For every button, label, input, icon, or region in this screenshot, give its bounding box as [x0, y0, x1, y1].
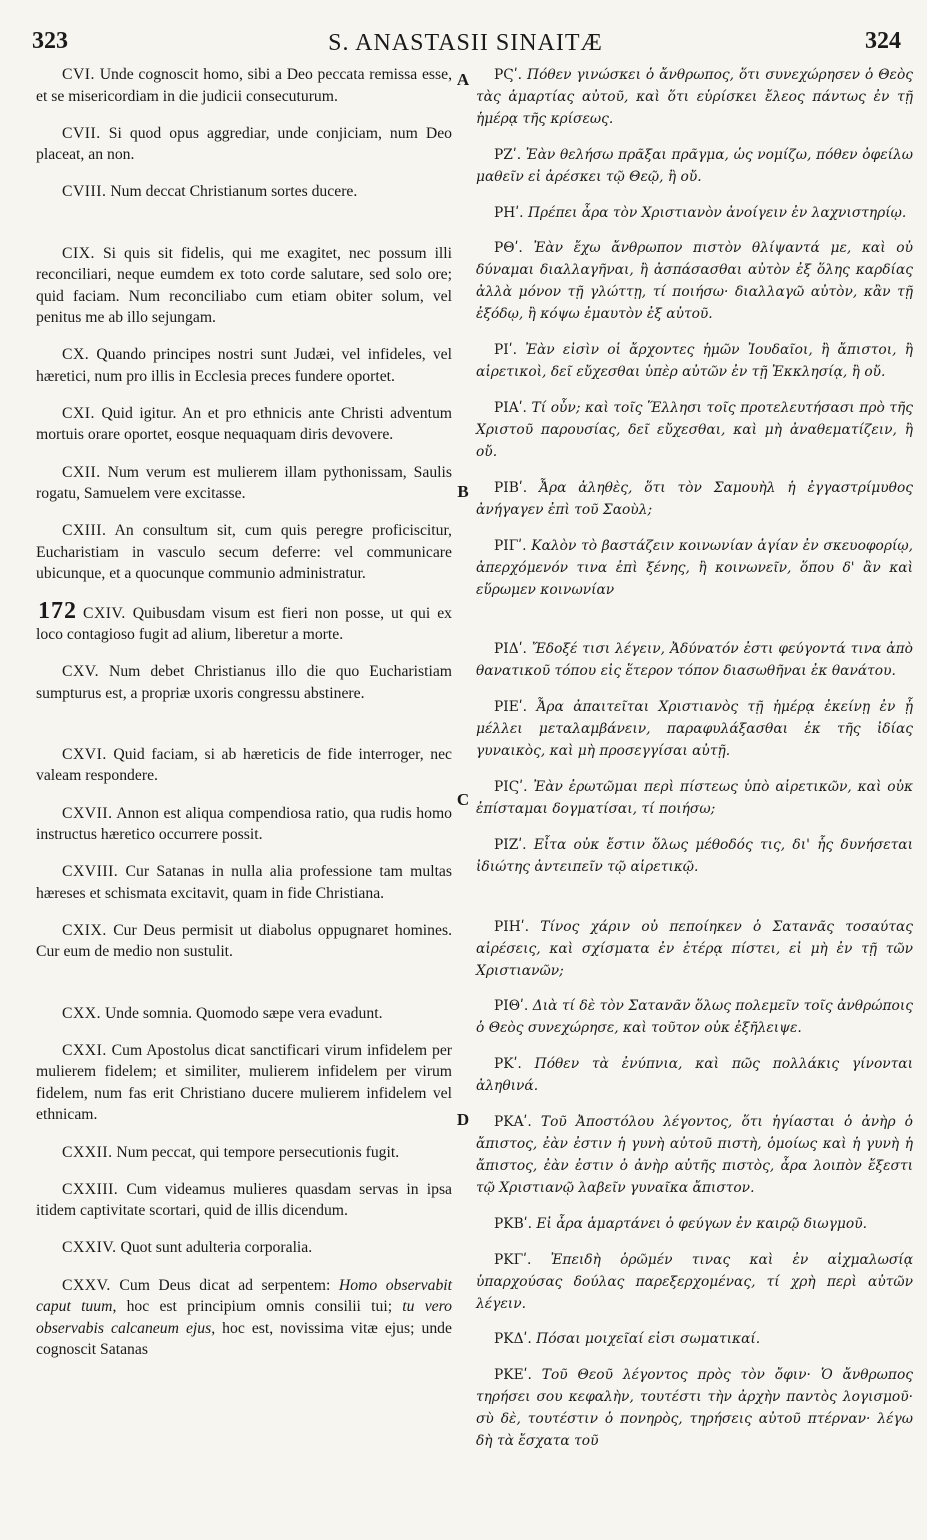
latin-item: CXXIV. Quot sunt adulteria corporalia.	[62, 1239, 313, 1257]
latin-item: CIX. Si quis sit fidelis, qui me exagitet, nec possum illi reconciliari, neque eumdem ex toto corde salutare, sed solo ore; quid faciam. Num reconciliabo cum etiam obiter solum, vel penitus me ab illo sejungam.	[36, 244, 453, 327]
greek-item: ΡΚΕʹ. Τοῦ Θεοῦ λέγοντος πρὸς τὸν ὄφιν· Ὁ ἄνθρωπος τηρήσει σου κεφαλὴν, τουτέστι τὴν ἀρχὴν παντὸς λογισμοῦ· σὺ δὲ, τουτέστιν ὁ πονηρὸς, τηρήσεις αὐτοῦ πτέρναν· λέγω δὴ τὰ ἔσχατα τοῦ	[476, 1367, 914, 1450]
greek-item: ΡϚʹ. Πόθεν γινώσκει ὁ ἄνθρωπος, ὅτι συνεχώρησεν ὁ Θεὸς τὰς ἁμαρτίας αὐτοῦ, καὶ ὅτι εὑρίσκει ἔλεος πάντως ἐν τῇ ἡμέρᾳ τῆς κρίσεως.	[476, 67, 913, 127]
greek-item: ΡΙϚʹ. Ἐὰν ἐρωτῶμαι περὶ πίστεως ὑπὸ αἱρετικῶν, καὶ οὐκ ἐπίσταμαι δογματίσαι, τί ποιήσω;	[476, 778, 914, 817]
latin-item: CXVI. Quid faciam, si ab hæreticis de fide interroger, nec valeam respondere.	[36, 745, 453, 785]
greek-item: ΡΚΓʹ. Ἐπειδὴ ὁρῶμέν τινας καὶ ἐν αἰχμαλωσίᾳ ὑπαρχούσας δούλας παρεξερχομένας, τί χρὴ περὶ αὐτῶν λέγειν.	[476, 1251, 914, 1312]
greek-item: ΡΘʹ. Ἐὰν ἔχω ἄνθρωπον πιστὸν θλίψαντά με, καὶ οὐ δύναμαι διαλλαγῆναι, ἢ ἀσπάσασθαι αὐτὸν ἐξ ὅλης καρδίας ἀλλὰ μόνον τῇ γλώττῃ, τί ποιήσω· διαλλαγῶ αὐτὸν, κἂν τῇ ἐξόδῳ, ἢ κόψω ἐμαυτὸν ἐξ αὐτοῦ.	[476, 240, 914, 323]
greek-item: ΡΗʹ. Πρέπει ἆρα τὸν Χριστιανὸν ἀνοίγειν ἐν λαχνιστηρίῳ.	[494, 204, 907, 221]
latin-item: CXVII. Annon est aliqua compendiosa ratio, qua rudis homo instructus hæretico occurrere possit.	[36, 804, 452, 844]
latin-column	[36, 64, 452, 1363]
margin-letter-b: B	[457, 482, 469, 501]
running-title: S. ANASTASII SINAITÆ	[328, 30, 603, 56]
greek-item: ΡΚΑʹ. Τοῦ Ἀποστόλου λέγοντος, ὅτι ἡγίασται ὁ ἀνὴρ ὁ ἄπιστος, ἐὰν ἐστιν ἡ γυνὴ αὐτοῦ πιστὴ, ὁμοίως καὶ ἡ γυνὴ ἡ ἄπιστος, ἐὰν ἐστιν ὁ ἀνὴρ αὐτῆς πιστὸς, ἆρα λοιπὸν ἔξεστι τῷ Χριστιανῷ λαβεῖν γυναῖκα ἄπιστον.	[476, 1113, 913, 1196]
latin-item: CXV. Num debet Christianus illo die quo Eucharistiam sumpturus est, a propriæ uxoris congressu abstinere.	[36, 663, 452, 702]
greek-item: ΡΖʹ. Ἐὰν θελήσω πρᾶξαι πρᾶγμα, ὡς νομίζω, πόθεν ὀφείλω μαθεῖν εἰ ἀρέσκει τῷ Θεῷ, ἢ οὔ.	[476, 146, 914, 185]
latin-item: CXXII. Num peccat, qui tempore persecutionis fugit.	[62, 1143, 400, 1161]
latin-item: CXVIII. Cur Satanas in nulla alia professione tam multas hæreses et schismata excitavit, quam in fide Christiana.	[36, 863, 452, 902]
latin-item: CXII. Num verum est mulierem illam pythonissam, Saulis rogatu, Samuelem vere excitasse.	[36, 463, 453, 503]
latin-item: CXIII. An consultum sit, cum quis peregre proficiscitur, Eucharistiam in vasculo secum deferre: vel communicare ubicunque, et a quocunque communio administratur.	[36, 522, 452, 583]
greek-item: ΡΙΕʹ. Ἆρα ἀπαιτεῖται Χριστιανὸς τῇ ἡμέρᾳ ἐκείνῃ ἐν ᾗ μέλλει μεταλαμβάνειν, παραφυλάξασθαι ἐκ τῆς ἰδίας γυναικὸς, καὶ μὴ προσεγγίσαι αὐτῇ.	[476, 699, 913, 760]
latin-item: CXXI. Cum Apostolus dicat sanctificari virum infidelem per mulierem fidelem; et similiter, mulierem infidelem per virum fidelem, num fas erit Christiano ducere mulierem infidelem vel ethnicam.	[36, 1041, 453, 1124]
greek-item: ΡΙΖʹ. Εἶτα οὐκ ἔστιν ὅλως μέθοδός τις, δι' ἧς δυνήσεται ἰδιώτης ἀντειπεῖν τῷ αἱρετικῷ.	[476, 836, 913, 875]
latin-item: CVI. Unde cognoscit homo, sibi a Deo peccata remissa esse, et se misericordiam in die judicii consecuturum.	[36, 66, 452, 105]
text-columns	[36, 64, 913, 1534]
greek-item: ΡΚΒʹ. Εἰ ἆρα ἁμαρτάνει ὁ φεύγων ἐν καιρῷ διωγμοῦ.	[494, 1215, 867, 1232]
latin-item: CXXV. Cum Deus dicat ad serpentem: Homo observabit caput tuum, hoc est principium omnis consilii tui; tu vero observabis calcaneum ejus, hoc est, novissima vitæ ejus; unde cognoscit Satanas	[36, 1276, 453, 1359]
page-header	[28, 28, 903, 68]
greek-item: ΡΙΘʹ. Διὰ τί δὲ τὸν Σατανᾶν ὅλως πολεμεῖν τοῖς ἀνθρώποις ὁ Θεὸς συνεχώρησε, καὶ τοῦτον οὐκ ἐξῆλειψε.	[476, 998, 913, 1037]
greek-item: ΡΙʹ. Ἐὰν εἰσὶν οἱ ἄρχοντες ἡμῶν Ἰουδαῖοι, ἢ ἄπιστοι, ἢ αἱρετικοὶ, δεῖ εὔχεσθαι ὑπὲρ αὐτῶν ἐν τῇ Ἐκκλησίᾳ, ἢ οὔ.	[476, 342, 913, 381]
latin-item: CXIX. Cur Deus permisit ut diabolus oppugnaret homines. Cur eum de medio non sustulit.	[36, 921, 453, 961]
greek-column	[476, 64, 913, 1454]
greek-item: ΡΚΔʹ. Πόσαι μοιχεῖαί εἰσι σωματικαί.	[494, 1331, 761, 1348]
latin-item: CXI. Quid igitur. An et pro ethnicis ante Christi adventum mortuis orare oportet, eosque nequaquam diris devovere.	[36, 404, 453, 444]
latin-item: CX. Quando principes nostri sunt Judæi, vel infideles, vel hæretici, num pro illis in Ecclesia preces fundere oportet.	[36, 346, 452, 385]
latin-item: CVII. Si quod opus aggrediar, unde conjiciam, num Deo placeat, an non.	[36, 124, 452, 164]
latin-item: CXX. Unde somnia. Quomodo sæpe vera evadunt.	[62, 1004, 383, 1022]
greek-item: ΡΙΓʹ. Καλὸν τὸ βαστάζειν κοινωνίαν ἁγίαν ἐν σκευοφορίῳ, ἀπερχόμενόν τινα ἐπὶ ξένης, ἢ κοινωνεῖν, ὅπου δ' ἂν καὶ εὕρωμεν κοινωνίαν	[476, 537, 914, 598]
greek-item: ΡΚʹ. Πόθεν τὰ ἐνύπνια, καὶ πῶς πολλάκις γίνονται ἀληθινά.	[476, 1056, 913, 1095]
latin-item: CVIII. Num deccat Christianum sortes ducere.	[62, 183, 358, 201]
greek-item: ΡΙΑʹ. Τί οὖν; καὶ τοῖς Ἕλλησι τοῖς προτελευτήσασι πρὸ τῆς Χριστοῦ παρουσίας, δεῖ εὔχεσθαι, καὶ μὴ ἀναθεματίζειν, ἢ οὔ.	[476, 399, 913, 460]
page-number-left: 323	[32, 28, 68, 54]
greek-item: ΡΙΒʹ. Ἆρα ἀληθὲς, ὅτι τὸν Σαμουὴλ ἡ ἐγγαστρίμυθος ἀνήγαγεν ἐπὶ τοῦ Σαοὺλ;	[476, 479, 913, 518]
margin-letter-a: A	[456, 70, 470, 89]
latin-item: 172 CXIV. Quibusdam visum est fieri non posse, ut qui ex loco contagioso fugit ad alium, liberetur a morte.	[36, 597, 453, 643]
greek-item: ΡΙΔʹ. Ἔδοξέ τισι λέγειν, Ἀδύνατόν ἐστι φεύγοντά τινα ἀπὸ θανατικοῦ τόπου εἰς ἕτερον τόπον διασωθῆναι ἐκ θανάτου.	[476, 641, 913, 680]
page-number-right: 324	[865, 28, 901, 54]
margin-letter-d: D	[456, 1110, 470, 1129]
latin-item: CXXIII. Cum videamus mulieres quasdam servas in ipsa itidem captivitate scortari, quid de illis dicendum.	[36, 1180, 453, 1220]
margin-letter-c: C	[456, 790, 470, 809]
greek-item: ΡΙΗʹ. Τίνος χάριν οὐ πεποίηκεν ὁ Σατανᾶς τοσαύτας αἱρέσεις, καὶ σχίσματα ἐν ἑτέρᾳ πίστει, εἰ μὴ ἐν τῇ τῶν Χριστιανῶν;	[476, 918, 913, 979]
margin-number: 172	[38, 597, 77, 624]
